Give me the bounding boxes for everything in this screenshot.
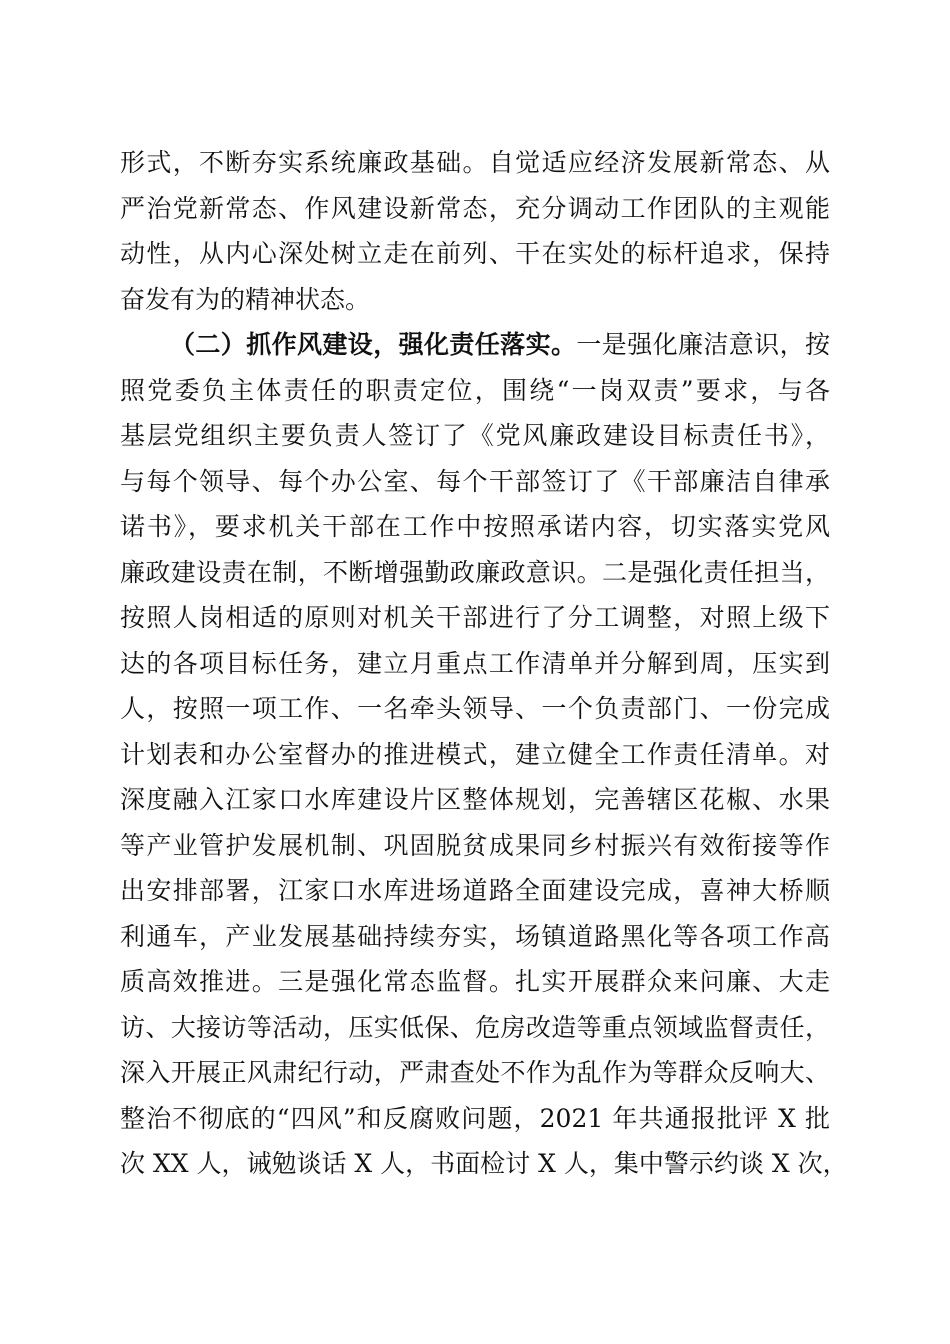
text-line: 奋发有为的精神状态。 [120,284,371,314]
section-heading: （二）抓作风建设，强化责任落实。 [170,330,577,359]
text-line-first [120,322,830,368]
text-line: 人，按照一项工作、一名牵头领导、一个负责部门、一份完成 [120,694,830,723]
text-line: 按照人岗相适的原则对机关干部进行了分工调整，对照上级下 [120,603,830,632]
heading-continuation: 一是强化廉洁意识，按 [576,330,830,359]
paragraph-2 [120,322,848,1187]
text-line: 深入开展正风肃纪行动，严肃查处不作为乱作为等群众反响大、 [120,1058,830,1087]
paragraph-1 [120,140,830,322]
text-line: 动性，从内心深处树立走在前列、干在实处的标杆追求，保持 [120,239,830,268]
text-line: 质高效推进。三是强化常态监督。扎实开展群众来问廉、大走 [120,967,830,996]
text-line: 基层党组织主要负责人签订了《党风廉政建设目标责任书》， [120,421,830,450]
text-line: 形式，不断夯实系统廉政基础。自觉适应经济发展新常态、从 [120,148,830,177]
text-line: 整治不彻底的“四风”和反腐败问题，2021 年共通报批评 X 批 [120,1103,830,1133]
text-line: 访、大接访等活动，压实低保、危房改造等重点领域监督责任， [120,1012,830,1042]
text-line: 利通车，产业发展基础持续夯实，场镇道路黑化等各项工作高 [120,921,830,951]
text-line: 廉政建设责在制，不断增强勤政廉政意识。二是强化责任担当， [120,557,830,587]
text-line: 等产业管护发展机制、巩固脱贫成果同乡村振兴有效衔接等作 [120,830,830,860]
text-line: 深度融入江家口水库建设片区整体规划，完善辖区花椒、水果 [120,785,830,814]
text-line: 照党委负主体责任的职责定位，围绕“一岗双责”要求，与各 [120,375,830,405]
text-line: 计划表和办公室督办的推进模式，建立健全工作责任清单。对 [120,739,830,769]
text-line: 诺书》，要求机关干部在工作中按照承诺内容，切实落实党风 [120,512,830,541]
text-line: 次 XX 人，诫勉谈话 X 人，书面检讨 X 人，集中警示约谈 X 次， [120,1149,848,1178]
text-line: 出安排部署，江家口水库进场道路全面建设完成，喜神大桥顺 [120,876,830,905]
text-line: 严治党新常态、作风建设新常态，充分调动工作团队的主观能 [120,193,830,223]
text-line: 达的各项目标任务，建立月重点工作清单并分解到周，压实到 [120,648,830,678]
document-body [120,140,848,1187]
text-line: 与每个领导、每个办公室、每个干部签订了《干部廉洁自律承 [120,466,830,496]
